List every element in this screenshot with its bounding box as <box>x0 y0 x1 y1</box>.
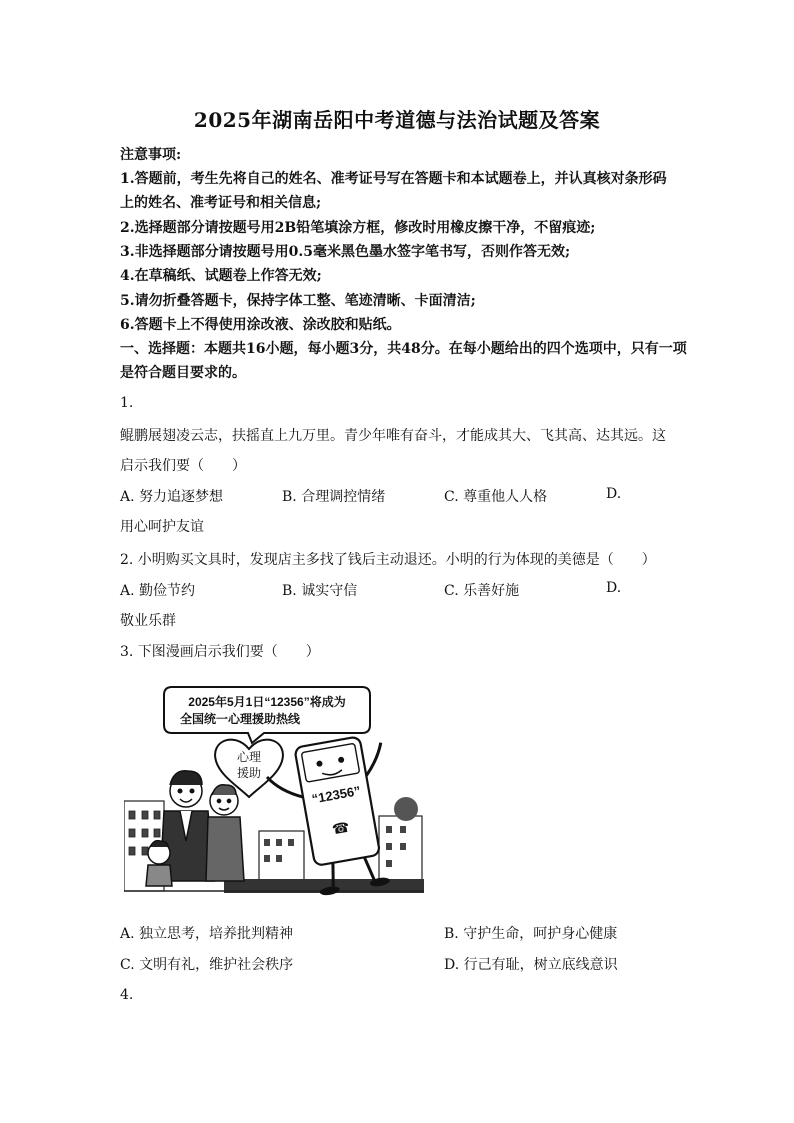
question-stem: 2. 小明购买文具时，发现店主多找了钱后主动退还。小明的行为体现的美德是（ ） <box>120 552 656 568</box>
option-b[interactable]: B. 合理调控情绪 <box>282 489 386 505</box>
people-group <box>146 771 244 886</box>
option-c[interactable]: C. 文明有礼，维护社会秩序 <box>120 957 294 973</box>
option-d-text[interactable]: 用心呵护友谊 <box>120 519 204 535</box>
question-stem: 3. 下图漫画启示我们要（ ） <box>120 644 320 660</box>
section-heading: 一、选择题：本题共16小题，每小题3分，共48分。在每小题给出的四个选项中，只有一项 <box>120 341 687 357</box>
option-d[interactable]: D. <box>606 486 622 502</box>
phone-character <box>263 733 405 901</box>
heart-text-line2: 援助 <box>236 766 262 780</box>
option-b[interactable]: B. 守护生命，呵护身心健康 <box>444 926 618 942</box>
note-item: 上的姓名、准考证号和相关信息; <box>120 195 322 211</box>
note-item: 4.在草稿纸、试题卷上作答无效; <box>120 268 322 284</box>
bubble-text-line1: 2025年5月1日“12356”将成为 <box>188 695 346 709</box>
option-d[interactable]: D. <box>606 580 622 596</box>
question-stem: 鲲鹏展翅凌云志，扶摇直上九万里。青少年唯有奋斗，才能成其大、飞其高、达其远。这 <box>120 428 666 444</box>
option-a[interactable]: A. 勤俭节约 <box>120 583 196 599</box>
phone-handset-icon: ☎ <box>330 819 351 839</box>
page-title: 2025年湖南岳阳中考道德与法治试题及答案 <box>193 108 601 132</box>
question-number: 1. <box>120 395 134 411</box>
option-c[interactable]: C. 尊重他人人格 <box>444 489 548 505</box>
note-item: 1.答题前，考生先将自己的姓名、准考证号写在答题卡和本试题卷上，并认真核对条形码 <box>120 171 667 187</box>
section-heading-cont: 是符合题目要求的。 <box>120 365 246 381</box>
note-item: 2.选择题部分请按题号用2B铅笔填涂方框，修改时用橡皮擦干净，不留痕迹; <box>120 220 596 236</box>
bubble-text-line2: 全国统一心理援助热线 <box>180 712 301 726</box>
option-d[interactable]: D. 行己有耻，树立底线意识 <box>444 957 618 973</box>
psychological-aid-cartoon <box>124 681 424 901</box>
phone-number-text: “12356” <box>310 783 362 807</box>
option-b[interactable]: B. 诚实守信 <box>282 583 358 599</box>
option-a[interactable]: A. 努力追逐梦想 <box>120 489 224 505</box>
option-d-text[interactable]: 敬业乐群 <box>120 613 176 629</box>
notes-heading: 注意事项: <box>120 147 182 163</box>
option-a[interactable]: A. 独立思考，培养批判精神 <box>120 926 294 942</box>
note-item: 3.非选择题部分请按题号用0.5毫米黑色墨水签字笔书写，否则作答无效; <box>120 244 571 260</box>
note-item: 6.答题卡上不得使用涂改液、涂改胶和贴纸。 <box>120 317 401 333</box>
note-item: 5.请勿折叠答题卡，保持字体工整、笔迹清晰、卡面清洁; <box>120 293 476 309</box>
option-c[interactable]: C. 乐善好施 <box>444 583 520 599</box>
question-number: 4. <box>120 987 134 1003</box>
heart-text-line1: 心理 <box>236 750 262 764</box>
question-stem-cont: 启示我们要（ ） <box>120 458 246 474</box>
tree <box>394 797 418 821</box>
